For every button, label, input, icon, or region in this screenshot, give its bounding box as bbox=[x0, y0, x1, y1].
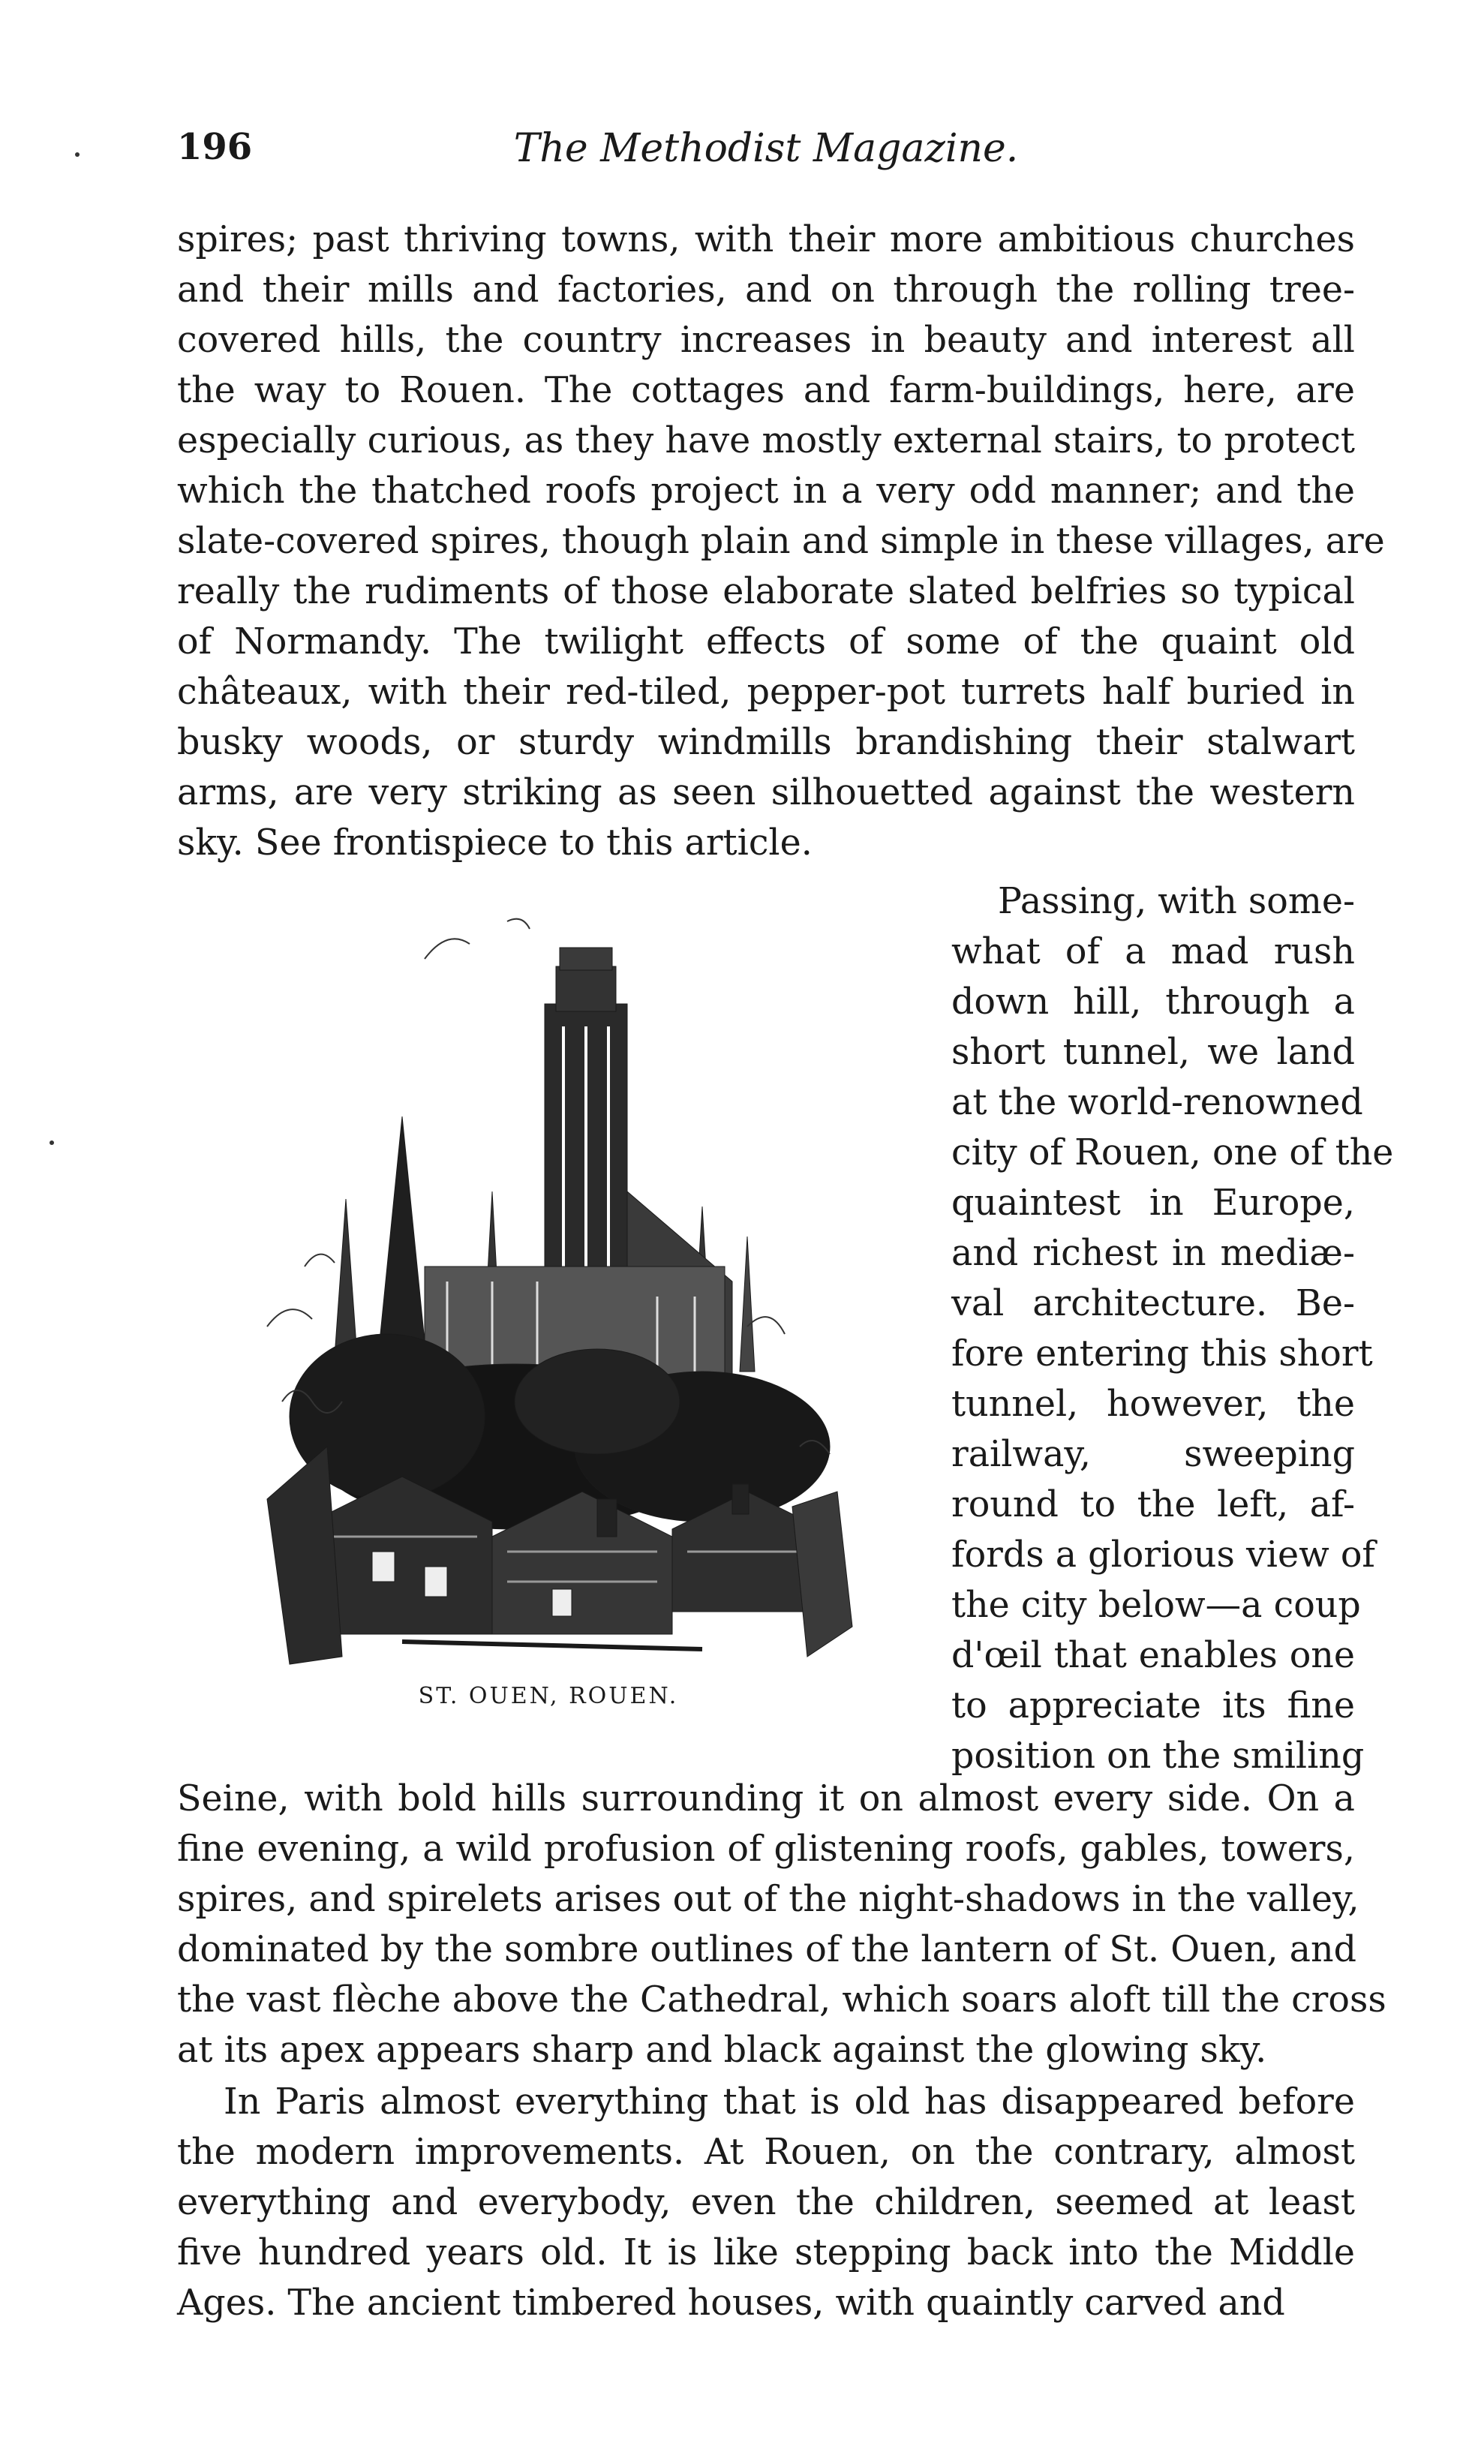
text-line: round to the left, af- bbox=[951, 1484, 1355, 1525]
text-line: slate-covered spires, though plain and simple in these villages, are bbox=[177, 521, 1385, 562]
text-line: Passing, with some- bbox=[998, 881, 1356, 922]
text-line: In Paris almost everything that is old has disappeared before bbox=[224, 2081, 1355, 2123]
margin-mark bbox=[50, 1140, 54, 1145]
text-line: the city below—a coup bbox=[951, 1585, 1361, 1626]
text-line: everything and everybody, even the children, seemed at least bbox=[177, 2182, 1355, 2223]
text-line: short tunnel, we land bbox=[951, 1032, 1355, 1073]
text-line: and their mills and factories, and on through the rolling tree- bbox=[177, 269, 1355, 311]
text-line: fords a glorious view of bbox=[951, 1534, 1376, 1576]
body-paragraph-right bbox=[951, 876, 1394, 1781]
text-line: spires, and spirelets arises out of the night-shadows in the valley, bbox=[177, 1879, 1359, 1920]
text-line: city of Rouen, one of the bbox=[951, 1132, 1394, 1173]
text-line: five hundred years old. It is like stepping back into the Middle bbox=[177, 2232, 1355, 2273]
running-title: The Methodist Magazine. bbox=[513, 126, 1019, 171]
text-line: the vast flèche above the Cathedral, which soars aloft till the cross bbox=[177, 1979, 1386, 2021]
text-line: down hill, through a bbox=[951, 981, 1355, 1023]
text-line: the way to Rouen. The cottages and farm-buildings, here, are bbox=[177, 370, 1355, 411]
text-line: spires; past thriving towns, with their more ambitious churches bbox=[177, 219, 1355, 260]
text-line: val architecture. Be- bbox=[951, 1283, 1355, 1324]
text-line: of Normandy. The twilight effects of some of the quaint old bbox=[177, 621, 1355, 663]
figure-caption: ST. OUEN, ROUEN. bbox=[418, 1683, 679, 1709]
text-line: dominated by the sombre outlines of the lantern of St. Ouen, and bbox=[177, 1929, 1356, 1970]
text-line: the modern improvements. At Rouen, on the contrary, almost bbox=[177, 2132, 1355, 2173]
text-line: at its apex appears sharp and black against the glowing sky. bbox=[177, 2030, 1267, 2071]
page-number: 196 bbox=[177, 126, 253, 168]
text-line: arms, are very striking as seen silhouetted against the western bbox=[177, 772, 1355, 813]
margin-mark bbox=[75, 152, 80, 157]
cathedral-engraving bbox=[177, 876, 920, 1672]
text-line: railway, sweeping bbox=[951, 1434, 1355, 1475]
body-paragraph-last bbox=[177, 2077, 1355, 2328]
text-line: fore entering this short bbox=[951, 1333, 1373, 1375]
text-line: really the rudiments of those elaborate slated belfries so typical bbox=[177, 571, 1355, 612]
text-line: especially curious, as they have mostly external stairs, to protect bbox=[177, 420, 1355, 461]
body-paragraph-top bbox=[177, 215, 1385, 868]
text-line: tunnel, however, the bbox=[951, 1384, 1355, 1425]
illustration-st-ouen bbox=[177, 876, 920, 1747]
text-line: châteaux, with their red-tiled, pepper-pot turrets half buried in bbox=[177, 672, 1355, 713]
text-line: quaintest in Europe, bbox=[951, 1182, 1355, 1224]
text-line: which the thatched roofs project in a very odd manner; and the bbox=[177, 470, 1355, 512]
body-paragraph-continued bbox=[177, 1774, 1386, 2075]
text-line: fine evening, a wild profusion of glistening roofs, gables, towers, bbox=[177, 1828, 1355, 1870]
text-line: and richest in mediæ- bbox=[951, 1233, 1355, 1274]
text-line: busky woods, or sturdy windmills brandishing their stalwart bbox=[177, 722, 1355, 763]
page-header bbox=[177, 126, 1355, 186]
text-line: position on the smiling bbox=[951, 1735, 1365, 1777]
text-line: covered hills, the country increases in beauty and interest all bbox=[177, 320, 1355, 361]
text-line: d'œil that enables one bbox=[951, 1635, 1355, 1676]
text-line: to appreciate its fine bbox=[951, 1685, 1355, 1726]
text-line: Ages. The ancient timbered houses, with quaintly carved and bbox=[177, 2282, 1285, 2324]
text-line: Seine, with bold hills surrounding it on almost every side. On a bbox=[177, 1778, 1355, 1819]
text-line: what of a mad rush bbox=[951, 931, 1355, 972]
text-line: at the world-renowned bbox=[951, 1082, 1363, 1123]
text-line: sky. See frontispiece to this article. bbox=[177, 822, 813, 864]
